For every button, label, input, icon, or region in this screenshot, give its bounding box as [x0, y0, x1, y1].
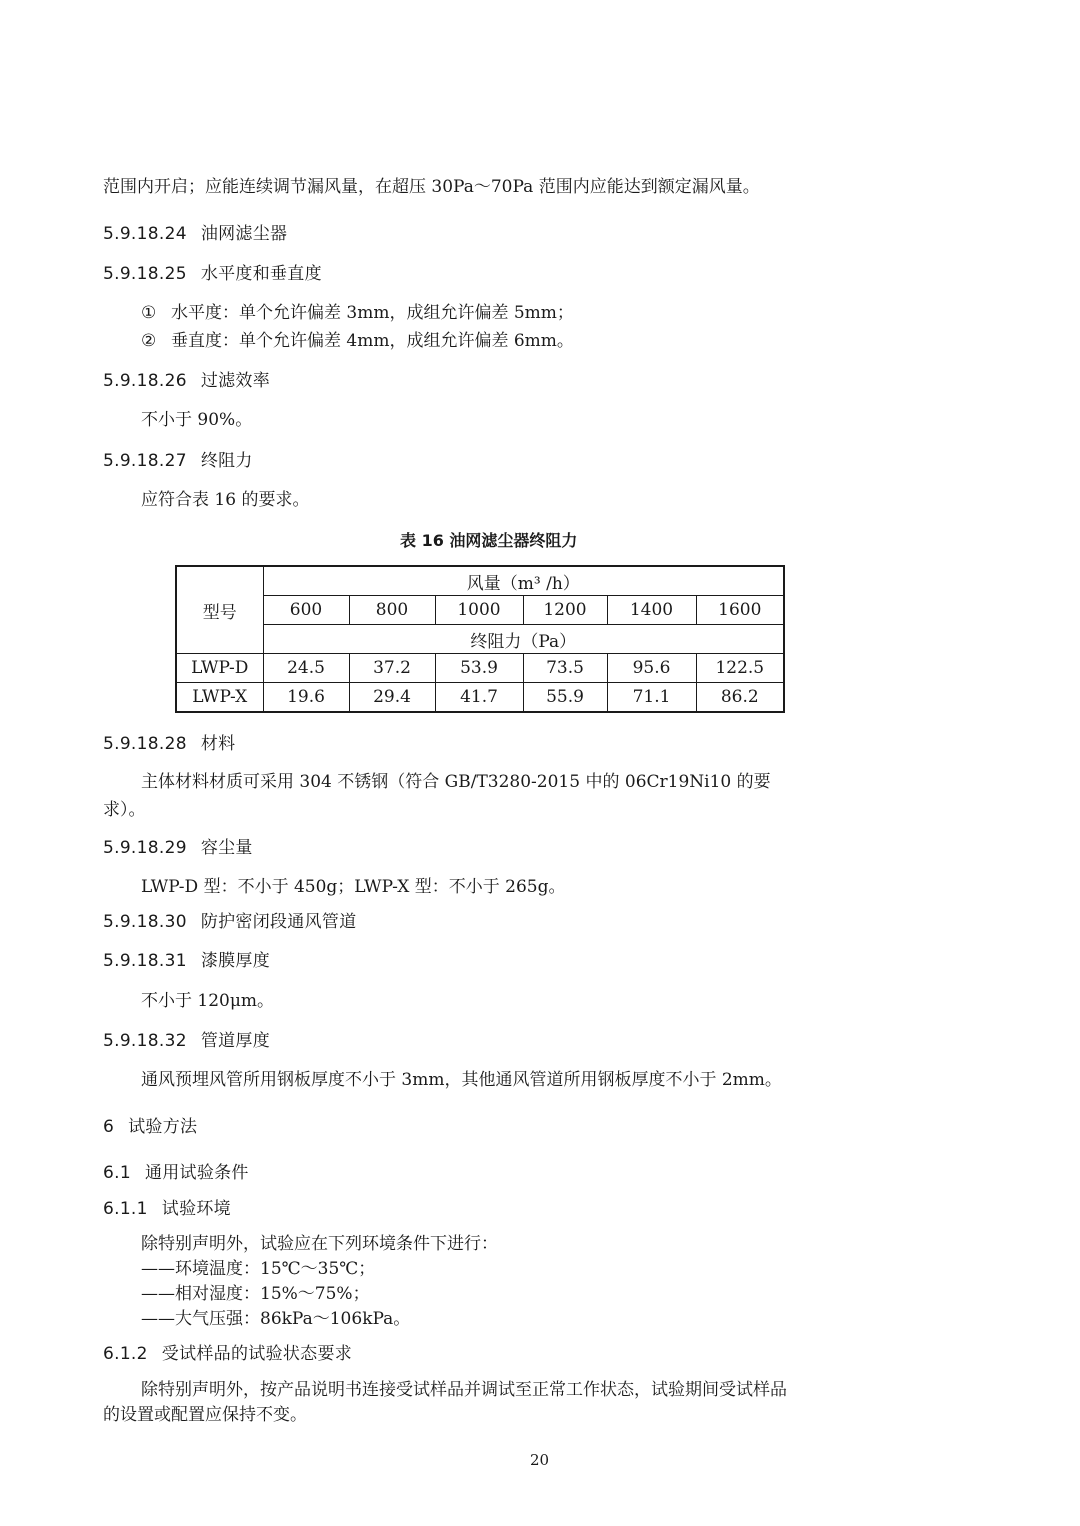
section-number: 5.9.18.32 [103, 1031, 187, 1051]
table-cell-model: LWP-X [176, 683, 263, 713]
paragraph-line: 不小于 90%。 [141, 410, 253, 430]
paragraph-line: 主体材料材质可采用 304 不锈钢（符合 GB/T3280-2015 中的 06Cr19Ni10 的要 [141, 772, 771, 792]
paragraph-line: 除特别声明外，试验应在下列环境条件下进行： [141, 1234, 498, 1254]
paragraph-line: 除特别声明外，按产品说明书连接受试样品并调试至正常工作状态，试验期间受试样品 [141, 1380, 787, 1400]
section-title: 防护密闭段通风管道 [200, 912, 357, 932]
section-title: 油网滤尘器 [200, 224, 288, 244]
paragraph-line: LWP-D 型：不小于 450g；LWP-X 型：不小于 265g。 [141, 877, 566, 897]
section-number: 6 [103, 1117, 115, 1137]
section-heading-5-9-18-28 [103, 729, 235, 754]
table-cell: 71.1 [607, 683, 696, 713]
section-heading-6-1-1 [103, 1194, 231, 1219]
section-heading-5-9-18-30 [103, 907, 357, 932]
section-number: 5.9.18.26 [103, 371, 187, 391]
paragraph-line: 求）。 [103, 800, 146, 820]
table-row [176, 596, 784, 625]
section-title: 终阻力 [200, 451, 253, 471]
table-cell: 24.5 [263, 654, 349, 683]
section-heading-5-9-18-32 [103, 1026, 270, 1051]
list-item [141, 298, 574, 323]
section-heading-5-9-18-27 [103, 446, 253, 471]
table-row [176, 625, 784, 654]
list-item: ——环境温度：15℃～35℃； [141, 1259, 376, 1279]
table-header-cell: 1600 [696, 596, 784, 625]
list-item-text: 垂直度：单个允许偏差 4mm，成组允许偏差 6mm。 [171, 331, 574, 351]
paragraph-line: 范围内开启；应能连续调节漏风量，在超压 30Pa～70Pa 范围内应能达到额定漏风量。 [103, 177, 760, 197]
section-title: 通用试验条件 [144, 1163, 249, 1183]
section-heading-6 [103, 1112, 197, 1137]
paragraph-line: 通风预埋风管所用钢板厚度不小于 3mm，其他通风管道所用钢板厚度不小于 2mm。 [141, 1070, 782, 1090]
section-number: 5.9.18.30 [103, 912, 187, 932]
table-header-resistance: 终阻力（Pa） [263, 625, 784, 654]
table-row [176, 683, 784, 713]
table-header-cell: 1400 [607, 596, 696, 625]
table-cell: 95.6 [607, 654, 696, 683]
section-title: 试验方法 [128, 1117, 198, 1137]
section-number: 5.9.18.28 [103, 734, 187, 754]
section-number: 6.1.1 [103, 1199, 148, 1219]
section-heading-5-9-18-25 [103, 259, 322, 284]
section-title: 试验环境 [161, 1199, 231, 1219]
paragraph-line: 的设置或配置应保持不变。 [103, 1405, 307, 1425]
section-title: 材料 [200, 734, 236, 754]
table-row [176, 654, 784, 683]
paragraph-line: 不小于 120μm。 [141, 991, 275, 1011]
table-cell: 73.5 [523, 654, 607, 683]
section-title: 水平度和垂直度 [200, 264, 322, 284]
table-header-cell: 800 [349, 596, 435, 625]
page-number: 20 [530, 1451, 550, 1469]
table-cell-model: LWP-D [176, 654, 263, 683]
table-cell: 29.4 [349, 683, 435, 713]
table-header-cell: 600 [263, 596, 349, 625]
section-heading-5-9-18-31 [103, 946, 270, 971]
section-title: 过滤效率 [200, 371, 271, 391]
section-title: 漆膜厚度 [200, 951, 271, 971]
section-number: 5.9.18.25 [103, 264, 187, 284]
section-title: 受试样品的试验状态要求 [161, 1344, 353, 1364]
table-cell: 53.9 [435, 654, 523, 683]
table-header-cell: 1200 [523, 596, 607, 625]
section-number: 5.9.18.24 [103, 224, 187, 244]
list-item-text: 水平度：单个允许偏差 3mm，成组允许偏差 5mm； [171, 303, 574, 323]
section-heading-6-1 [103, 1158, 249, 1183]
paragraph-line: 应符合表 16 的要求。 [141, 490, 310, 510]
table-header-cell: 1000 [435, 596, 523, 625]
section-number: 5.9.18.29 [103, 838, 187, 858]
table-cell: 41.7 [435, 683, 523, 713]
section-number: 5.9.18.31 [103, 951, 187, 971]
table-cell: 86.2 [696, 683, 784, 713]
resistance-table [175, 565, 785, 713]
table-cell: 37.2 [349, 654, 435, 683]
table-header-model: 型号 [176, 566, 263, 654]
circled-marker: ① [141, 303, 157, 323]
section-heading-5-9-18-29 [103, 833, 253, 858]
section-heading-5-9-18-26 [103, 366, 270, 391]
table-row [176, 566, 784, 596]
table-cell: 55.9 [523, 683, 607, 713]
section-title: 管道厚度 [200, 1031, 271, 1051]
section-title: 容尘量 [200, 838, 253, 858]
list-item: ——大气压强：86kPa～106kPa。 [141, 1309, 411, 1329]
section-number: 5.9.18.27 [103, 451, 187, 471]
table-header-airflow: 风量（m³ /h） [263, 566, 784, 596]
section-number: 6.1 [103, 1163, 131, 1183]
list-item: ——相对湿度：15%～75%； [141, 1284, 370, 1304]
list-item [141, 326, 574, 351]
circled-marker: ② [141, 331, 157, 351]
section-heading-6-1-2 [103, 1339, 352, 1364]
section-heading-5-9-18-24 [103, 219, 287, 244]
section-number: 6.1.2 [103, 1344, 148, 1364]
table-cell: 122.5 [696, 654, 784, 683]
table-cell: 19.6 [263, 683, 349, 713]
table-caption: 表 16 油网滤尘器终阻力 [400, 531, 578, 550]
